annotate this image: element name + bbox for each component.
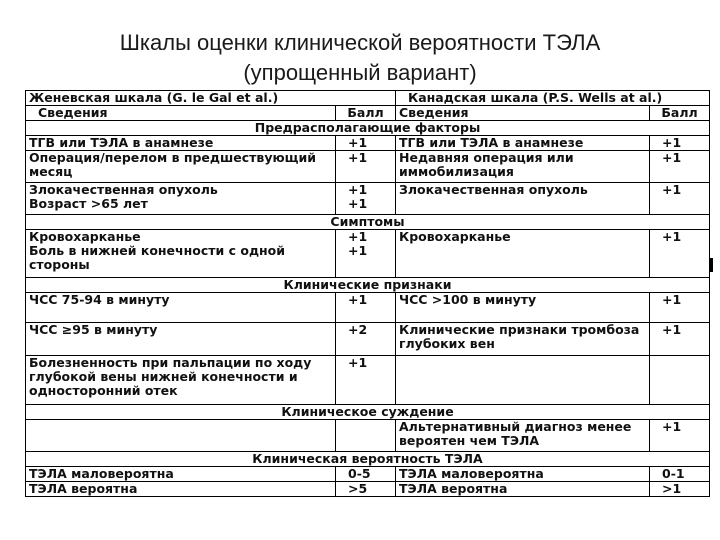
geneva-criterion: ТЭЛА маловероятна [26,467,336,482]
section-row [26,405,710,420]
edge-mark [710,258,713,272]
canadian-criterion: ТГВ или ТЭЛА в анамнезе [396,136,650,151]
geneva-score-line: +1 [348,182,368,197]
table-row [26,91,710,106]
canadian-col-info: Сведения [396,106,650,121]
title-line-1: Шкалы оценки клинической вероятности ТЭЛА [119,30,601,55]
canadian-score: +1 [650,323,710,356]
geneva-criterion [26,230,336,278]
table-row [26,136,710,151]
geneva-score-line: +1 [348,196,368,211]
table-row [26,467,710,482]
geneva-criterion: ТГВ или ТЭЛА в анамнезе [26,136,336,151]
geneva-criterion: Болезненность при пальпации по ходу глубокой вены нижней конечности и односторонний отек [26,356,336,405]
geneva-score-line: +1 [348,243,368,258]
canadian-col-score: Балл [650,106,710,121]
section-row [26,121,710,136]
geneva-score: +2 [336,323,396,356]
geneva-criterion-line: Возраст >65 лет [29,196,148,211]
geneva-score: >5 [336,482,396,497]
table-row [26,106,710,121]
canadian-criterion: Клинические признаки тромбоза глубоких вен [396,323,650,356]
geneva-score-empty [336,420,396,452]
section-row [26,278,710,293]
title-line-2: (упрощенный вариант) [243,60,477,85]
geneva-score: +1 [336,151,396,183]
geneva-col-info: Сведения [26,106,336,121]
canadian-criterion: Злокачественная опухоль [396,183,650,215]
canadian-score: +1 [650,183,710,215]
geneva-criterion-line: Боль в нижней конечности с одной стороны [29,243,286,272]
geneva-criterion-line: Кровохарканье [29,229,141,244]
table-row [26,323,710,356]
canadian-criterion: ТЭЛА вероятна [396,482,650,497]
geneva-criterion-line: Злокачественная опухоль [29,182,218,197]
table-row [26,420,710,452]
canadian-score: >1 [650,482,710,497]
section-row [26,215,710,230]
section-symptoms: Симптомы [26,215,710,230]
canadian-score: +1 [650,136,710,151]
geneva-score: +1 [336,356,396,405]
slide-title [0,28,720,88]
canadian-score: +1 [650,293,710,323]
geneva-criterion: ЧСС ≥95 в минуту [26,323,336,356]
canadian-criterion: ТЭЛА маловероятна [396,467,650,482]
table-row [26,482,710,497]
canadian-criterion: Недавняя операция или иммобилизация [396,151,650,183]
table-row [26,151,710,183]
canadian-score: +1 [650,151,710,183]
table-row [26,230,710,278]
canadian-score-empty [650,356,710,405]
geneva-score-line: +1 [348,229,368,244]
geneva-criterion [26,183,336,215]
canadian-criterion: Кровохарканье [396,230,650,278]
section-risk-factors: Предрасполагающие факторы [26,121,710,136]
table-row [26,183,710,215]
table-row [26,356,710,405]
canadian-criterion-empty [396,356,650,405]
geneva-criterion: ТЭЛА вероятна [26,482,336,497]
geneva-col-score: Балл [336,106,396,121]
table-row [26,293,710,323]
section-clinical-signs: Клинические признаки [26,278,710,293]
geneva-criterion: ЧСС 75-94 в минуту [26,293,336,323]
geneva-criterion-empty [26,420,336,452]
geneva-score: 0-5 [336,467,396,482]
section-row [26,452,710,467]
canadian-score: +1 [650,420,710,452]
geneva-criterion: Операция/перелом в предшествующий месяц [26,151,336,183]
geneva-score: +1 [336,293,396,323]
section-clinical-judgment: Клиническое суждение [26,405,710,420]
canadian-criterion: ЧСС >100 в минуту [396,293,650,323]
geneva-score [336,183,396,215]
scales-table [25,90,710,497]
geneva-score [336,230,396,278]
canadian-scale-header: Канадская шкала (P.S. Wells at al.) [396,91,710,106]
canadian-score: 0-1 [650,467,710,482]
canadian-criterion: Альтернативный диагноз менее вероятен чем ТЭЛА [396,420,650,452]
section-probability: Клиническая вероятность ТЭЛА [26,452,710,467]
canadian-score: +1 [650,230,710,278]
scales-table-wrapper [25,90,709,497]
geneva-score: +1 [336,136,396,151]
geneva-scale-header: Женевская шкала (G. le Gal et al.) [26,91,396,106]
